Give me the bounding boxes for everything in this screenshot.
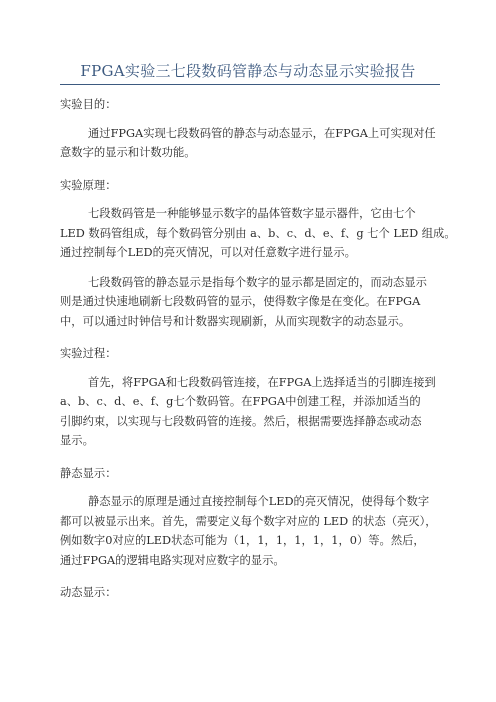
section-heading: 实验过程： [60, 347, 117, 360]
section-principle [60, 173, 456, 332]
text-line: 例如数字0对应的LED状态可能为（1，1，1，1，1，1，0）等。然后， [60, 534, 425, 547]
text-line: 通过FPGA实现七段数码管的静态与动态显示，在FPGA上可实现对任 [88, 126, 436, 140]
text-line: 意数字的显示和计数功能。 [60, 146, 196, 159]
text-line: LED 数码管组成，每个数码管分别由 a、b、c、d、e、f、g 七个 LED 组成。 [60, 226, 456, 240]
section-dynamic-display [60, 580, 440, 612]
paragraph [60, 492, 440, 570]
text-line: 通过控制每个LED的亮灭情况，可以对任意数字进行显示。 [60, 246, 356, 259]
text-line: 中，可以通过时钟信号和计数器实现刷新，从而实现数字的动态显示。 [60, 314, 411, 328]
section-heading: 动态显示： [60, 586, 117, 599]
text-line: a、b、c、d、e、f、g七个数码管。在FPGA中创建工程，并添加适当的 [60, 395, 421, 408]
paragraph [60, 204, 456, 263]
report-title: FPGA实验三七段数码管静态与动态显示实验报告 [80, 62, 416, 80]
paragraph [60, 273, 440, 332]
report-body [60, 92, 456, 612]
section-static-display [60, 461, 440, 571]
text-line: 通过FPGA的逻辑电路实现对应数字的显示。 [60, 553, 285, 567]
section-heading: 实验目的： [60, 98, 117, 111]
paragraph [60, 373, 440, 451]
text-line: 显示。 [60, 434, 94, 447]
text-line: 引脚约束，以实现与七段数码管的连接。然后，根据需要选择静态或动态 [60, 414, 422, 428]
section-purpose [60, 92, 440, 163]
title-underline [60, 84, 440, 85]
text-line: 七段数码管的静态显示是指每个数字的显示都是固定的，而动态显示 [88, 275, 427, 289]
text-line: 七段数码管是一种能够显示数字的晶体管数字显示器件，它由七个 [88, 207, 416, 220]
section-heading: 静态显示： [60, 466, 117, 480]
text-line: 则是通过快速地刷新七段数码管的显示，使得数字像是在变化。在FPGA [60, 295, 421, 308]
paragraph [60, 124, 440, 163]
text-line: 首先，将FPGA和七段数码管连接，在FPGA上选择适当的引脚连接到 [88, 375, 436, 389]
section-process [60, 341, 440, 451]
text-line: 都可以被显示出来。首先，需要定义每个数字对应的 LED 的状态（亮灭）， [60, 514, 437, 528]
section-heading: 实验原理： [60, 178, 117, 192]
text-line: 静态显示的原理是通过直接控制每个LED的亮灭情况，使得每个数字 [88, 495, 430, 508]
